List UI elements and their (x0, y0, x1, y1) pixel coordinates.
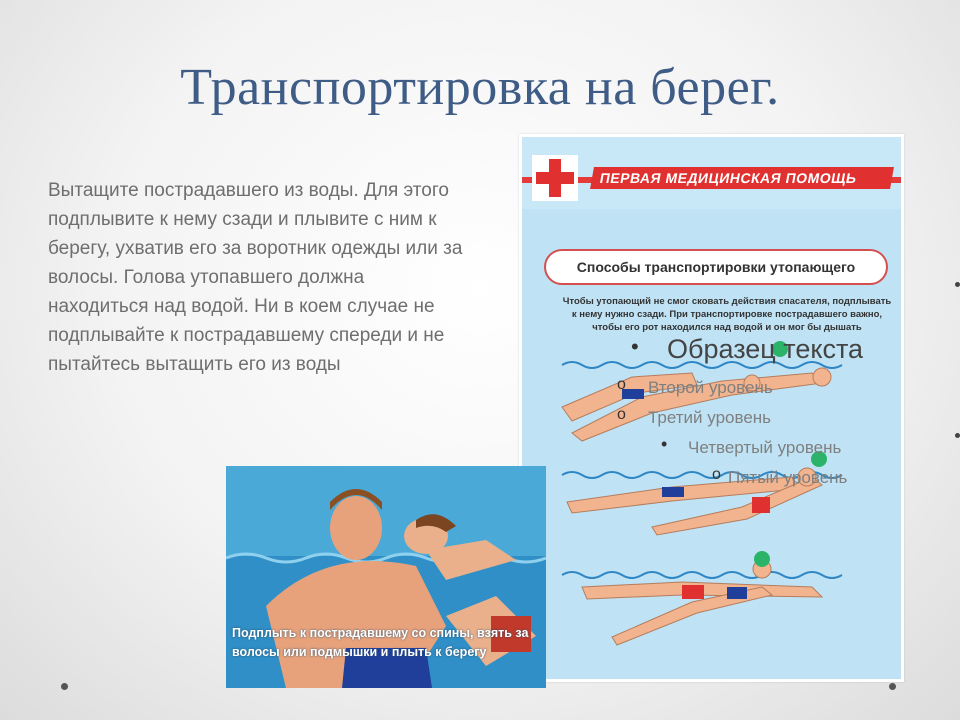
bullet-level-5: o (712, 466, 721, 483)
placeholder-level-4[interactable]: Четвертый уровень (688, 438, 842, 457)
slide-body-text: Вытащите пострадавшего из воды. Для этого подплывите к нему сзади и плывите с ним к берегу, ухватив его за воротник одежды или за волосы. Голова утопавшего должна находиться над водой. Ни в коем случае не подплывайте к пострадавшему спереди и не пытайтесь вытащить его из воды (48, 180, 463, 375)
bullet-level-3: o (617, 406, 626, 423)
placeholder-level-5[interactable]: Пятый уровень (728, 468, 848, 487)
poster-subtitle: Способы транспортировки утопающего (544, 249, 888, 285)
bullet-level-4: • (661, 434, 668, 454)
slide-title: Транспортировка на берег. (180, 59, 780, 116)
rescue-photo (226, 466, 546, 688)
edge-marker (955, 282, 960, 287)
poster-header: ПЕРВАЯ МЕДИЦИНСКАЯ ПОМОЩЬ (590, 167, 894, 189)
bullet-level-2: o (617, 376, 626, 393)
photo-caption: Подплыть к пострадавшему со спины, взять за волосы или подмышки и плыть к берегу (232, 626, 529, 659)
bullet-level-1: • (631, 334, 639, 359)
slide-corner-dot (889, 683, 896, 690)
placeholder-level-3[interactable]: Третий уровень (648, 408, 772, 427)
edge-marker (955, 433, 960, 438)
red-cross-icon (532, 155, 578, 201)
placeholder-level-1[interactable]: Образец текста (667, 334, 864, 364)
slide-corner-dot (61, 683, 68, 690)
poster-description: Чтобы утопающий не смог сковать действия спасателя, подплывать к нему нужно сзади. При транспортировке пострадавшего важно, чтобы его рот находился над водой и он мог бы дышать (562, 296, 892, 333)
placeholder-level-2[interactable]: Второй уровень (648, 378, 773, 397)
